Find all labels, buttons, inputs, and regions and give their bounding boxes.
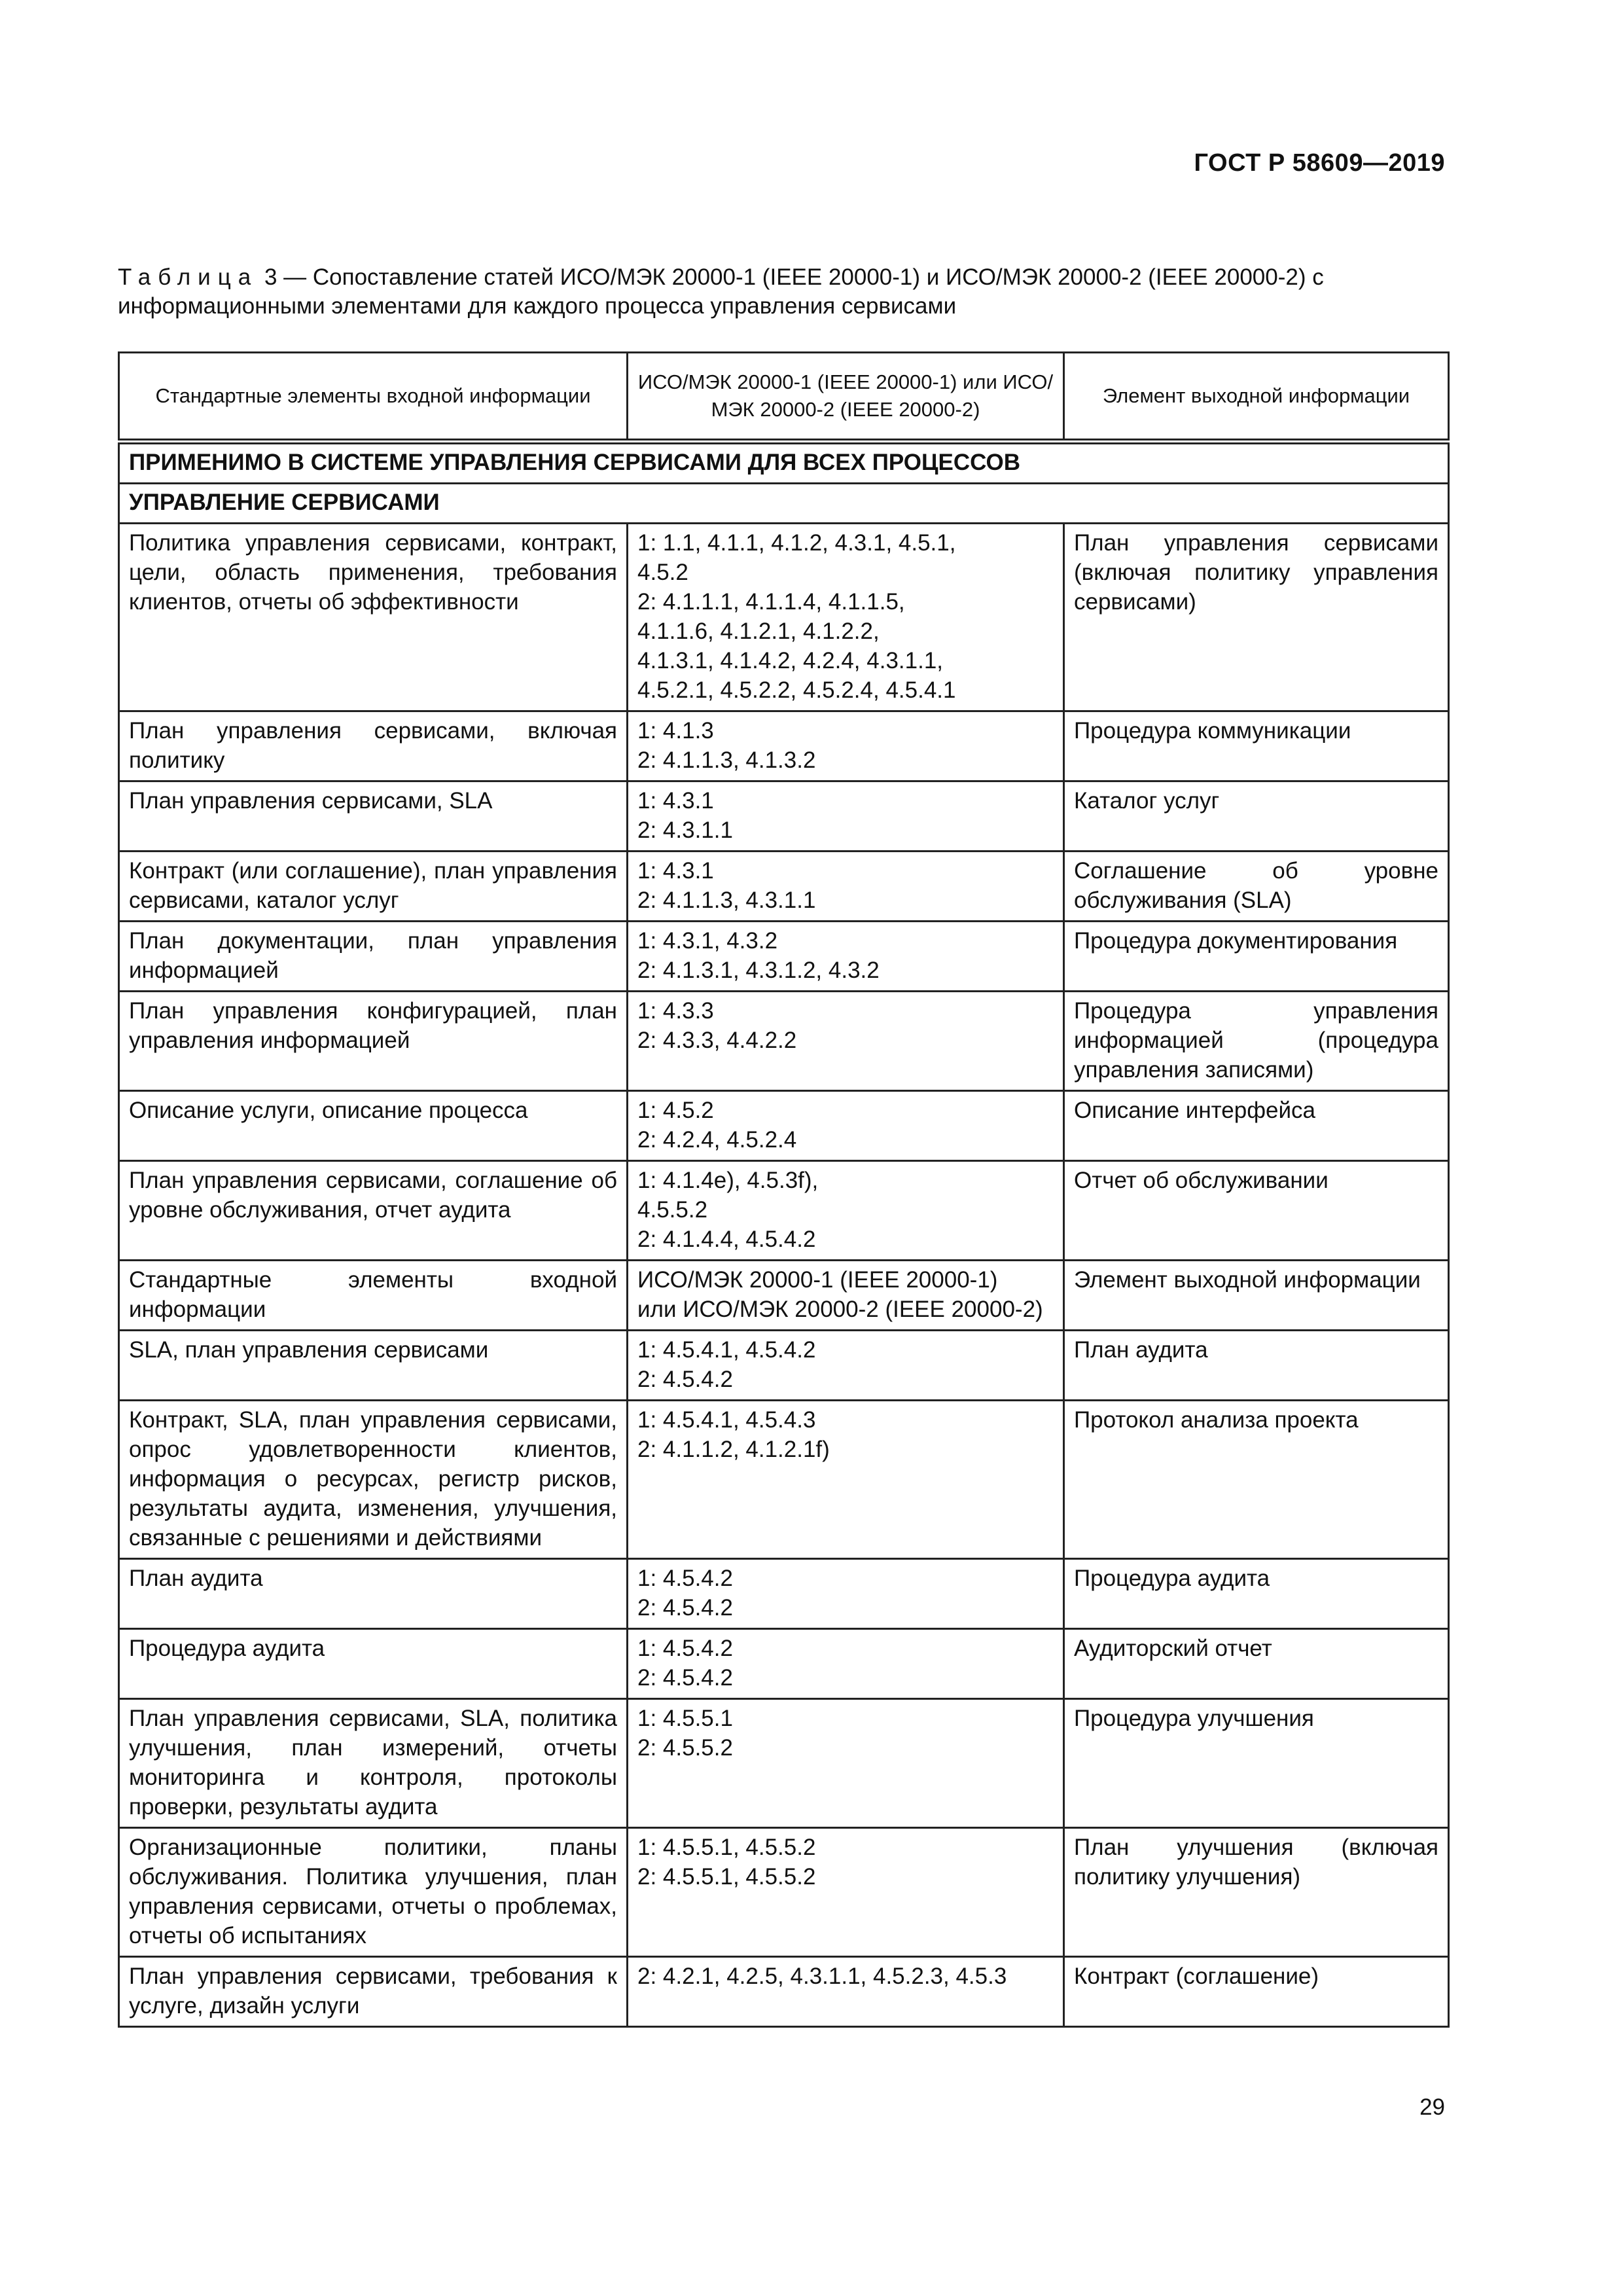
ref-line: 2: 4.1.3.1, 4.3.1.2, 4.3.2 xyxy=(637,958,880,983)
input-cell: Организационные политики, планы обслуживания. Политика улучшения, план управления сервисами, отчеты о проблемах, отчеты об испытаниях xyxy=(119,1828,628,1957)
ref-line: 4.1.1.6, 4.1.2.1, 4.1.2.2, xyxy=(637,619,880,644)
refs-cell xyxy=(628,1828,1064,1957)
ref-line: 1: 4.5.4.2 xyxy=(637,1566,733,1591)
table-row xyxy=(119,1629,1449,1699)
input-cell: План документации, план управления информацией xyxy=(119,922,628,992)
table-row xyxy=(119,711,1449,781)
ref-line: 2: 4.5.4.2 xyxy=(637,1595,733,1621)
table-row xyxy=(119,852,1449,922)
input-cell: Политика управления сервисами, контракт, цели, область применения, требования клиентов, отчеты об эффективности xyxy=(119,524,628,711)
table-row xyxy=(119,1559,1449,1629)
ref-line: 1: 4.5.4.1, 4.5.4.2 xyxy=(637,1337,816,1363)
ref-line: 1: 4.3.3 xyxy=(637,998,714,1024)
ref-line: 2: 4.5.5.1, 4.5.5.2 xyxy=(637,1864,816,1890)
ref-line: 2: 4.2.1, 4.2.5, 4.3.1.1, 4.5.2.3, 4.5.3 xyxy=(637,1964,1007,1989)
refs-cell xyxy=(628,1401,1064,1559)
refs-cell xyxy=(628,1957,1064,2027)
refs-cell xyxy=(628,1331,1064,1401)
caption-title: 3 — Сопоставление статей ИСО/МЭК 20000-1 (IEEE 20000-1) и ИСО/МЭК 20000-2 (IEEE 20000-2) с xyxy=(264,264,1324,290)
ref-line: 1: 1.1, 4.1.1, 4.1.2, 4.3.1, 4.5.1, xyxy=(637,530,956,556)
ref-line: 4.5.2 xyxy=(637,560,688,585)
table-row xyxy=(119,1828,1449,1957)
refs-cell xyxy=(628,1559,1064,1629)
page-number: 29 xyxy=(1419,2094,1445,2120)
ref-line: 1: 4.5.5.1 xyxy=(637,1706,733,1731)
output-cell: Процедура коммуникации xyxy=(1064,711,1449,781)
table-row xyxy=(119,1161,1449,1261)
refs-cell xyxy=(628,852,1064,922)
table-row xyxy=(119,524,1449,711)
ref-line: 1: 4.1.3 xyxy=(637,718,714,744)
input-cell: План управления сервисами, требования к услуге, дизайн услуги xyxy=(119,1957,628,2027)
caption-label: Таблица xyxy=(118,264,259,290)
section-row-all-processes xyxy=(119,442,1449,484)
ref-line: 2: 4.3.1.1 xyxy=(637,817,733,843)
ref-line: ИСО/МЭК 20000-1 (IEEE 20000-1) xyxy=(637,1267,998,1293)
ref-line: 2: 4.2.4, 4.5.2.4 xyxy=(637,1127,797,1153)
document-code: ГОСТ Р 58609—2019 xyxy=(1194,149,1445,177)
output-cell: Описание интерфейса xyxy=(1064,1091,1449,1161)
input-cell: План аудита xyxy=(119,1559,628,1629)
refs-cell xyxy=(628,524,1064,711)
output-cell: План улучшения (включая политику улучшения) xyxy=(1064,1828,1449,1957)
ref-line: 2: 4.1.1.3, 4.1.3.2 xyxy=(637,747,816,773)
ref-line: 1: 4.5.5.1, 4.5.5.2 xyxy=(637,1835,816,1860)
ref-line: 1: 4.5.4.1, 4.5.4.3 xyxy=(637,1407,816,1433)
input-cell: План управления сервисами, SLA xyxy=(119,781,628,852)
column-header-refs: ИСО/МЭК 20000-1 (IEEE 20000-1) или ИСО/МЭК 20000-2 (IEEE 20000-2) xyxy=(628,353,1064,442)
table-header-row xyxy=(119,353,1449,442)
refs-cell xyxy=(628,711,1064,781)
ref-line: 4.1.3.1, 4.1.4.2, 4.2.4, 4.3.1.1, xyxy=(637,648,944,673)
output-cell: Протокол анализа проекта xyxy=(1064,1401,1449,1559)
table-row xyxy=(119,1261,1449,1331)
input-cell: Контракт (или соглашение), план управления сервисами, каталог услуг xyxy=(119,852,628,922)
output-cell: Процедура документирования xyxy=(1064,922,1449,992)
output-cell: Отчет об обслуживании xyxy=(1064,1161,1449,1261)
ref-line: 2: 4.5.5.2 xyxy=(637,1735,733,1761)
refs-cell xyxy=(628,1699,1064,1828)
section-title-service-management: УПРАВЛЕНИЕ СЕРВИСАМИ xyxy=(119,484,1449,524)
table-row xyxy=(119,1401,1449,1559)
ref-line: 4.5.2.1, 4.5.2.2, 4.5.2.4, 4.5.4.1 xyxy=(637,677,956,703)
input-cell: Процедура аудита xyxy=(119,1629,628,1699)
ref-line: 2: 4.5.4.2 xyxy=(637,1665,733,1691)
ref-line: 2: 4.1.1.3, 4.3.1.1 xyxy=(637,888,816,913)
table-row xyxy=(119,922,1449,992)
column-header-output: Элемент выходной информации xyxy=(1064,353,1449,442)
table-row xyxy=(119,1331,1449,1401)
input-cell: Описание услуги, описание процесса xyxy=(119,1091,628,1161)
refs-cell xyxy=(628,781,1064,852)
ref-line: 2: 4.1.1.2, 4.1.2.1f) xyxy=(637,1437,830,1462)
output-cell: Аудиторский отчет xyxy=(1064,1629,1449,1699)
refs-cell xyxy=(628,1161,1064,1261)
table-body xyxy=(119,442,1449,2027)
output-cell: План управления сервисами (включая политику управления сервисами) xyxy=(1064,524,1449,711)
refs-cell xyxy=(628,1261,1064,1331)
ref-line: 2: 4.1.4.4, 4.5.4.2 xyxy=(637,1227,816,1252)
table-row xyxy=(119,1091,1449,1161)
input-cell: Стандартные элементы входной информации xyxy=(119,1261,628,1331)
refs-cell xyxy=(628,992,1064,1091)
table-row xyxy=(119,781,1449,852)
ref-line: 1: 4.3.1 xyxy=(637,788,714,814)
ref-line: 1: 4.1.4е), 4.5.3f), xyxy=(637,1168,819,1193)
input-cell: План управления сервисами, включая политику xyxy=(119,711,628,781)
table-row xyxy=(119,1699,1449,1828)
input-cell: Контракт, SLA, план управления сервисами, опрос удовлетворенности клиентов, информация о ресурсах, регистр рисков, результаты аудита, изменения, улучшения, связанные с решениями и действиями xyxy=(119,1401,628,1559)
column-header-input: Стандартные элементы входной информации xyxy=(119,353,628,442)
output-cell: Соглашение об уровне обслуживания (SLA) xyxy=(1064,852,1449,922)
section-title-all-processes: ПРИМЕНИМО В СИСТЕМЕ УПРАВЛЕНИЯ СЕРВИСАМИ ДЛЯ ВСЕХ ПРОЦЕССОВ xyxy=(119,442,1449,484)
refs-cell xyxy=(628,1629,1064,1699)
input-cell: План управления сервисами, SLA, политика улучшения, план измерений, отчеты мониторинга и контроля, протоколы проверки, результаты аудита xyxy=(119,1699,628,1828)
ref-line: 1: 4.3.1 xyxy=(637,858,714,884)
mapping-table xyxy=(118,351,1450,2028)
table-row xyxy=(119,992,1449,1091)
output-cell: Процедура аудита xyxy=(1064,1559,1449,1629)
input-cell: План управления конфигурацией, план управления информацией xyxy=(119,992,628,1091)
ref-line: 2: 4.1.1.1, 4.1.1.4, 4.1.1.5, xyxy=(637,589,905,615)
table-caption xyxy=(118,263,1446,321)
ref-line: 1: 4.5.4.2 xyxy=(637,1636,733,1661)
output-cell: Контракт (соглашение) xyxy=(1064,1957,1449,2027)
ref-line: 1: 4.3.1, 4.3.2 xyxy=(637,928,778,954)
ref-line: 4.5.5.2 xyxy=(637,1197,708,1223)
ref-line: 2: 4.5.4.2 xyxy=(637,1367,733,1392)
ref-line: 2: 4.3.3, 4.4.2.2 xyxy=(637,1028,797,1053)
section-row-service-management xyxy=(119,484,1449,524)
output-cell: Каталог услуг xyxy=(1064,781,1449,852)
output-cell: Процедура улучшения xyxy=(1064,1699,1449,1828)
refs-cell xyxy=(628,1091,1064,1161)
ref-line: 1: 4.5.2 xyxy=(637,1098,714,1123)
caption-title-line2: информационными элементами для каждого процесса управления сервисами xyxy=(118,293,957,319)
ref-line: или ИСО/МЭК 20000-2 (IEEE 20000-2) xyxy=(637,1297,1043,1322)
refs-cell xyxy=(628,922,1064,992)
input-cell: План управления сервисами, соглашение об уровне обслуживания, отчет аудита xyxy=(119,1161,628,1261)
output-cell: План аудита xyxy=(1064,1331,1449,1401)
output-cell: Элемент выходной информации xyxy=(1064,1261,1449,1331)
input-cell: SLA, план управления сервисами xyxy=(119,1331,628,1401)
output-cell: Процедура управления информацией (процедура управления записями) xyxy=(1064,992,1449,1091)
table-row xyxy=(119,1957,1449,2027)
